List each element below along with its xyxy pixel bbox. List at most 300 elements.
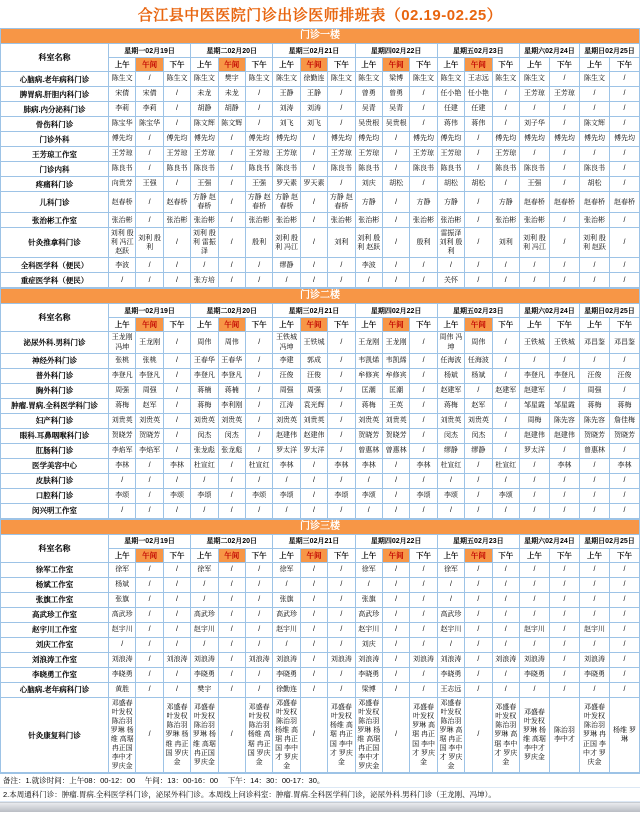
schedule-cell: 王芳琼 <box>273 147 300 162</box>
schedule-cell: 匡潮 <box>382 383 409 398</box>
schedule-cell: 邓昌鉴 <box>609 332 639 353</box>
schedule-cell: 陈生文 <box>163 72 190 87</box>
schedule-cell: 韦凯烯 <box>355 353 382 368</box>
day-header: 星期四02月22日 <box>355 304 437 318</box>
schedule-cell: / <box>273 503 300 518</box>
schedule-cell: 李登凡 <box>519 368 549 383</box>
schedule-cell: / <box>245 398 272 413</box>
schedule-cell: 陈良书 <box>579 162 609 177</box>
schedule-cell: / <box>328 622 355 637</box>
schedule-cell: / <box>549 503 579 518</box>
noon-slot-header: 午间 <box>382 318 409 332</box>
schedule-cell: / <box>109 503 136 518</box>
schedule-cell: / <box>549 577 579 592</box>
schedule-cell: / <box>609 117 639 132</box>
department-name: 儿科门诊 <box>1 192 109 213</box>
schedule-cell: 刘贵英 <box>382 413 409 428</box>
day-header: 星期二02月20日 <box>191 304 273 318</box>
schedule-cell: / <box>609 622 639 637</box>
schedule-cell: / <box>549 147 579 162</box>
slot-header: 下午 <box>609 318 639 332</box>
schedule-cell: / <box>109 273 136 288</box>
schedule-cell: / <box>609 147 639 162</box>
schedule-cell: 刘利 殷利 冯江 <box>273 228 300 258</box>
schedule-cell: / <box>465 147 492 162</box>
schedule-cell: / <box>300 228 327 258</box>
schedule-cell: 徐军 <box>273 562 300 577</box>
schedule-cell: 胡松 <box>465 177 492 192</box>
schedule-cell: / <box>163 503 190 518</box>
schedule-cell: / <box>245 682 272 697</box>
schedule-cell: / <box>382 667 409 682</box>
schedule-cell: 樊宇 <box>218 72 245 87</box>
schedule-cell: 高武珍 <box>109 607 136 622</box>
department-name: 杨斌工作室 <box>1 577 109 592</box>
schedule-cell: 赵春桥 <box>109 192 136 213</box>
slot-header: 下午 <box>328 58 355 72</box>
schedule-row <box>1 368 640 383</box>
schedule-cell: 李波 <box>109 258 136 273</box>
schedule-cell: 任小艳 <box>437 87 464 102</box>
schedule-cell: / <box>191 258 218 273</box>
schedule-cell: / <box>163 177 190 192</box>
schedule-cell: / <box>410 273 437 288</box>
schedule-cell: / <box>382 637 409 652</box>
schedule-cell: 张旗 <box>355 592 382 607</box>
schedule-cell: 方静 <box>492 192 519 213</box>
schedule-cell: 罗太洋 <box>273 443 300 458</box>
schedule-cell: 刘贵英 <box>191 413 218 428</box>
schedule-cell: / <box>218 258 245 273</box>
schedule-cell: 赵建军 <box>519 383 549 398</box>
schedule-cell: / <box>465 213 492 228</box>
schedule-cell: / <box>549 562 579 577</box>
schedule-cell: / <box>549 162 579 177</box>
schedule-cell: 李颂 <box>410 488 437 503</box>
department-name: 肛肠科门诊 <box>1 443 109 458</box>
schedule-cell: / <box>465 132 492 147</box>
schedule-cell: 赵宇川 <box>355 622 382 637</box>
schedule-cell: / <box>492 592 519 607</box>
note-weekly-clinics: 2.本周通科门诊：肿瘤.胃病.全科医学科门诊，泌尿外科门诊。本周线上问诊科室：肿瘤.胃病.全科医学科门诊，泌尿外科.男科门诊（王龙刚、冯坤）。 <box>0 788 640 802</box>
department-name: 肺病.内分泌科门诊 <box>1 102 109 117</box>
department-name: 泌尿外科.男科门诊 <box>1 332 109 353</box>
schedule-cell: / <box>300 162 327 177</box>
slot-header: 上午 <box>273 548 300 562</box>
schedule-cell: 陈宝华 <box>109 117 136 132</box>
schedule-cell: 匡潮 <box>355 383 382 398</box>
schedule-cell: / <box>492 117 519 132</box>
schedule-cell: 王芳琼 <box>492 147 519 162</box>
schedule-cell: / <box>410 592 437 607</box>
schedule-cell: / <box>492 258 519 273</box>
department-name: 赵宇川工作室 <box>1 622 109 637</box>
schedule-cell: / <box>136 473 163 488</box>
schedule-cell: / <box>273 273 300 288</box>
schedule-cell: 向贵芳 <box>109 177 136 192</box>
schedule-cell: 蒋梅 <box>355 398 382 413</box>
schedule-cell: 刘利 殷利 <box>136 228 163 258</box>
schedule-cell: / <box>465 383 492 398</box>
schedule-cell: / <box>410 577 437 592</box>
schedule-cell: / <box>410 258 437 273</box>
schedule-cell: / <box>609 177 639 192</box>
schedule-cell: / <box>609 273 639 288</box>
schedule-cell: / <box>328 473 355 488</box>
schedule-cell: / <box>328 332 355 353</box>
schedule-row <box>1 147 640 162</box>
schedule-cell: 刘贵英 <box>300 413 327 428</box>
schedule-cell: / <box>465 697 492 773</box>
schedule-cell: 陈宝华 <box>136 117 163 132</box>
schedule-cell: 陈良书 <box>410 162 437 177</box>
slot-header: 上午 <box>519 58 549 72</box>
schedule-cell: 胡静 <box>218 102 245 117</box>
schedule-cell: 蒋梅 <box>109 398 136 413</box>
schedule-cell: 傅先均 <box>245 132 272 147</box>
schedule-cell: / <box>382 562 409 577</box>
schedule-table <box>0 303 640 518</box>
schedule-cell: 张龙彪 <box>191 443 218 458</box>
day-header: 星期一02月19日 <box>109 44 191 58</box>
slot-header: 下午 <box>492 318 519 332</box>
schedule-cell: / <box>609 72 639 87</box>
slot-header: 上午 <box>355 318 382 332</box>
schedule-cell: 李登凡 <box>136 368 163 383</box>
slot-header: 下午 <box>609 58 639 72</box>
day-header: 星期一02月19日 <box>109 534 191 548</box>
schedule-cell: 陈生文 <box>519 72 549 87</box>
schedule-cell: / <box>382 132 409 147</box>
schedule-cell: 赵建伟 <box>300 428 327 443</box>
schedule-cell: 王铁城 <box>519 332 549 353</box>
schedule-row <box>1 488 640 503</box>
schedule-cell: / <box>163 228 190 258</box>
schedule-cell: 曾惠林 <box>382 443 409 458</box>
schedule-cell: / <box>492 473 519 488</box>
department-name: 针灸推拿科门诊 <box>1 228 109 258</box>
schedule-cell: / <box>465 607 492 622</box>
schedule-cell: 刘利 殷利 赵跃 <box>355 228 382 258</box>
schedule-cell: 胡松 <box>437 177 464 192</box>
schedule-cell: 陈良书 <box>273 162 300 177</box>
schedule-cell: 刘浪涛 <box>191 652 218 667</box>
schedule-cell: 徐勤连 <box>273 682 300 697</box>
schedule-cell: 赵宇川 <box>519 622 549 637</box>
schedule-cell: / <box>245 443 272 458</box>
schedule-cell: / <box>519 488 549 503</box>
schedule-cell: 刘浪涛 <box>410 652 437 667</box>
schedule-cell: / <box>519 102 549 117</box>
schedule-cell: / <box>382 652 409 667</box>
schedule-cell: 梁博 <box>355 682 382 697</box>
schedule-sections <box>0 28 640 773</box>
schedule-cell: / <box>549 473 579 488</box>
schedule-cell: 方静 <box>355 192 382 213</box>
slot-header: 上午 <box>437 58 464 72</box>
schedule-cell: 曾惠林 <box>579 443 609 458</box>
schedule-cell: 王龙刚 <box>355 332 382 353</box>
schedule-cell: / <box>579 682 609 697</box>
schedule-cell: / <box>609 353 639 368</box>
schedule-cell: / <box>136 637 163 652</box>
schedule-cell: / <box>579 147 609 162</box>
schedule-cell: / <box>549 383 579 398</box>
schedule-cell: 李颂 <box>163 488 190 503</box>
slot-header: 下午 <box>245 318 272 332</box>
slot-header: 上午 <box>191 548 218 562</box>
schedule-cell: 周强 <box>273 383 300 398</box>
schedule-cell: / <box>609 577 639 592</box>
schedule-cell: / <box>609 682 639 697</box>
schedule-cell: / <box>245 577 272 592</box>
schedule-cell: 陈良书 <box>163 162 190 177</box>
schedule-cell: 张治彬 <box>492 213 519 228</box>
schedule-cell: / <box>465 228 492 258</box>
schedule-cell: / <box>328 637 355 652</box>
schedule-cell: 陈生文 <box>492 72 519 87</box>
schedule-cell: 贺晓芳 <box>109 428 136 443</box>
schedule-cell: / <box>245 428 272 443</box>
schedule-cell: / <box>136 72 163 87</box>
schedule-cell: / <box>328 102 355 117</box>
schedule-cell: 张治彬 <box>410 213 437 228</box>
schedule-cell: 王强 <box>519 177 549 192</box>
department-name: 皮肤科门诊 <box>1 473 109 488</box>
schedule-cell: 任海波 <box>437 353 464 368</box>
schedule-cell: / <box>519 577 549 592</box>
schedule-cell: / <box>300 682 327 697</box>
schedule-cell: / <box>549 228 579 258</box>
schedule-cell: 刘浪涛 <box>437 652 464 667</box>
schedule-cell: / <box>218 213 245 228</box>
schedule-cell: 周伟 <box>465 332 492 353</box>
slot-header: 下午 <box>163 58 190 72</box>
schedule-cell: 傅先均 <box>549 132 579 147</box>
dept-column-header: 科室名称 <box>1 44 109 72</box>
schedule-cell: / <box>300 562 327 577</box>
schedule-cell: / <box>519 503 549 518</box>
schedule-cell: / <box>382 473 409 488</box>
schedule-cell: / <box>492 622 519 637</box>
slot-header: 下午 <box>245 548 272 562</box>
schedule-cell: / <box>136 577 163 592</box>
schedule-cell: / <box>382 607 409 622</box>
schedule-cell: / <box>300 258 327 273</box>
day-header: 星期四02月22日 <box>355 44 437 58</box>
schedule-cell: / <box>549 117 579 132</box>
schedule-cell: 徐军 <box>437 562 464 577</box>
schedule-cell: / <box>163 102 190 117</box>
floor-banner: 门诊三楼 <box>0 519 640 534</box>
schedule-cell: / <box>465 162 492 177</box>
schedule-cell: 李颂 <box>437 488 464 503</box>
schedule-cell: 陈生文 <box>328 72 355 87</box>
schedule-cell: 王龙刚 <box>382 332 409 353</box>
schedule-cell: 王春华 <box>191 353 218 368</box>
schedule-cell: / <box>191 577 218 592</box>
schedule-cell: / <box>549 607 579 622</box>
schedule-cell: / <box>136 147 163 162</box>
schedule-cell: 高武珍 <box>273 607 300 622</box>
schedule-cell: 樊宇 <box>191 682 218 697</box>
noon-slot-header: 午间 <box>136 548 163 562</box>
schedule-cell: / <box>191 503 218 518</box>
schedule-cell: 张治彬 <box>328 213 355 228</box>
schedule-cell: / <box>465 503 492 518</box>
note-visit-times: 备注：1.就诊时间：上午08：00-12：00 午间：13：00-16：00 下午：14：30：00-17：30。 <box>0 774 640 788</box>
schedule-cell: 邹星霞 <box>549 398 579 413</box>
schedule-cell: 张治彬 <box>355 213 382 228</box>
schedule-cell: 王芳琼 <box>355 147 382 162</box>
schedule-cell: / <box>410 682 437 697</box>
schedule-cell: 方静 赵春桥 <box>273 192 300 213</box>
schedule-cell: 赵建伟 <box>519 428 549 443</box>
schedule-cell: / <box>218 488 245 503</box>
schedule-cell: / <box>300 132 327 147</box>
schedule-cell: / <box>328 353 355 368</box>
schedule-cell: / <box>328 258 355 273</box>
schedule-cell: / <box>218 473 245 488</box>
schedule-cell: 贺晓芳 <box>579 428 609 443</box>
page-title: 合江县中医医院门诊出诊医师排班表（02.19-02.25） <box>137 7 503 24</box>
schedule-row <box>1 577 640 592</box>
schedule-cell: 李晓勇 <box>437 667 464 682</box>
schedule-cell: 王志远 <box>465 72 492 87</box>
schedule-cell: / <box>492 413 519 428</box>
schedule-cell: 赵宇川 <box>191 622 218 637</box>
day-header: 星期六02月24日 <box>519 534 579 548</box>
day-header: 星期二02月20日 <box>191 44 273 58</box>
schedule-cell: 邓盛春 叶发权 陈治羽 杨维 高琚 冉正国 李中才 罗庆金 <box>273 697 300 773</box>
schedule-cell: / <box>273 577 300 592</box>
schedule-cell: 杨斌 <box>465 368 492 383</box>
schedule-cell: / <box>382 503 409 518</box>
schedule-cell: / <box>609 667 639 682</box>
schedule-cell: / <box>245 622 272 637</box>
schedule-row <box>1 413 640 428</box>
schedule-cell: 陈治羽 李中才 <box>549 697 579 773</box>
department-name: 李晓勇工作室 <box>1 667 109 682</box>
schedule-cell: 刘飞 <box>273 117 300 132</box>
schedule-cell: 张治彬 <box>273 213 300 228</box>
department-name: 刘浪涛工作室 <box>1 652 109 667</box>
schedule-row <box>1 622 640 637</box>
schedule-cell: / <box>519 473 549 488</box>
schedule-row <box>1 428 640 443</box>
schedule-cell: 李晓勇 <box>273 667 300 682</box>
schedule-cell: / <box>109 473 136 488</box>
schedule-cell: / <box>549 258 579 273</box>
schedule-cell: / <box>410 413 437 428</box>
department-name: 针灸康复科门诊 <box>1 697 109 773</box>
schedule-cell: / <box>218 162 245 177</box>
schedule-cell: / <box>273 637 300 652</box>
schedule-cell: 陈生文 <box>579 72 609 87</box>
schedule-cell: 胡静 <box>191 102 218 117</box>
slot-header: 上午 <box>273 318 300 332</box>
schedule-cell: 邓盛春 叶发权 罗琳 杨维 高琚 李中才 罗庆金 <box>519 697 549 773</box>
schedule-cell: / <box>410 102 437 117</box>
schedule-cell: 刘浪涛 <box>579 652 609 667</box>
schedule-cell: / <box>410 607 437 622</box>
schedule-cell: / <box>410 87 437 102</box>
schedule-cell: / <box>300 473 327 488</box>
schedule-row <box>1 177 640 192</box>
schedule-cell: / <box>218 697 245 773</box>
schedule-cell: 李莉 <box>109 102 136 117</box>
schedule-cell: / <box>245 473 272 488</box>
schedule-cell: 刘贵英 <box>273 413 300 428</box>
schedule-cell: / <box>136 682 163 697</box>
schedule-row <box>1 162 640 177</box>
slot-header: 下午 <box>410 548 437 562</box>
schedule-cell: 赵春桥 <box>163 192 190 213</box>
schedule-cell: / <box>163 273 190 288</box>
schedule-cell: / <box>163 398 190 413</box>
schedule-cell: / <box>609 488 639 503</box>
day-header: 星期三02月21日 <box>273 304 355 318</box>
slot-header: 上午 <box>579 58 609 72</box>
schedule-cell: 周强 <box>579 383 609 398</box>
schedule-cell: / <box>328 562 355 577</box>
schedule-cell: / <box>218 667 245 682</box>
department-name: 神经外科门诊 <box>1 353 109 368</box>
schedule-cell: 高武珍 <box>355 607 382 622</box>
schedule-cell: / <box>437 637 464 652</box>
schedule-cell: 汪俊 <box>300 368 327 383</box>
schedule-cell: 赵春桥 <box>549 192 579 213</box>
schedule-cell: / <box>300 192 327 213</box>
schedule-cell: 刘利 殷利 赵跃 <box>579 228 609 258</box>
schedule-cell: 李晓勇 <box>355 667 382 682</box>
schedule-cell: / <box>609 637 639 652</box>
schedule-cell: / <box>382 273 409 288</box>
schedule-cell: / <box>218 682 245 697</box>
schedule-cell: 赵建军 <box>437 383 464 398</box>
schedule-cell: / <box>136 488 163 503</box>
schedule-cell: 刘浪涛 <box>519 652 549 667</box>
day-header: 星期二02月20日 <box>191 534 273 548</box>
schedule-cell: / <box>465 682 492 697</box>
schedule-cell: 徐军 <box>191 562 218 577</box>
schedule-cell: 胡松 <box>382 177 409 192</box>
noon-slot-header: 午间 <box>300 58 327 72</box>
slot-header: 上午 <box>191 58 218 72</box>
schedule-cell: 高武珍 <box>191 607 218 622</box>
day-header: 星期三02月21日 <box>273 44 355 58</box>
schedule-cell: / <box>609 592 639 607</box>
slot-header: 下午 <box>549 548 579 562</box>
schedule-cell: 王铁城 <box>549 332 579 353</box>
schedule-cell: 张龙彪 <box>218 443 245 458</box>
schedule-cell: 徐军 <box>355 562 382 577</box>
schedule-cell: / <box>410 503 437 518</box>
schedule-cell: / <box>609 258 639 273</box>
schedule-cell: / <box>300 697 327 773</box>
schedule-cell: 杜宣红 <box>492 458 519 473</box>
department-name: 门诊内科 <box>1 162 109 177</box>
schedule-cell: 胡松 <box>579 177 609 192</box>
schedule-cell: 陈生文 <box>109 72 136 87</box>
schedule-cell: / <box>549 353 579 368</box>
schedule-cell: 赵建军 <box>492 383 519 398</box>
schedule-cell: 陈良书 <box>437 162 464 177</box>
schedule-cell: 刘浪涛 <box>273 652 300 667</box>
noon-slot-header: 午间 <box>382 58 409 72</box>
schedule-cell: 李林 <box>549 458 579 473</box>
schedule-cell: / <box>465 637 492 652</box>
